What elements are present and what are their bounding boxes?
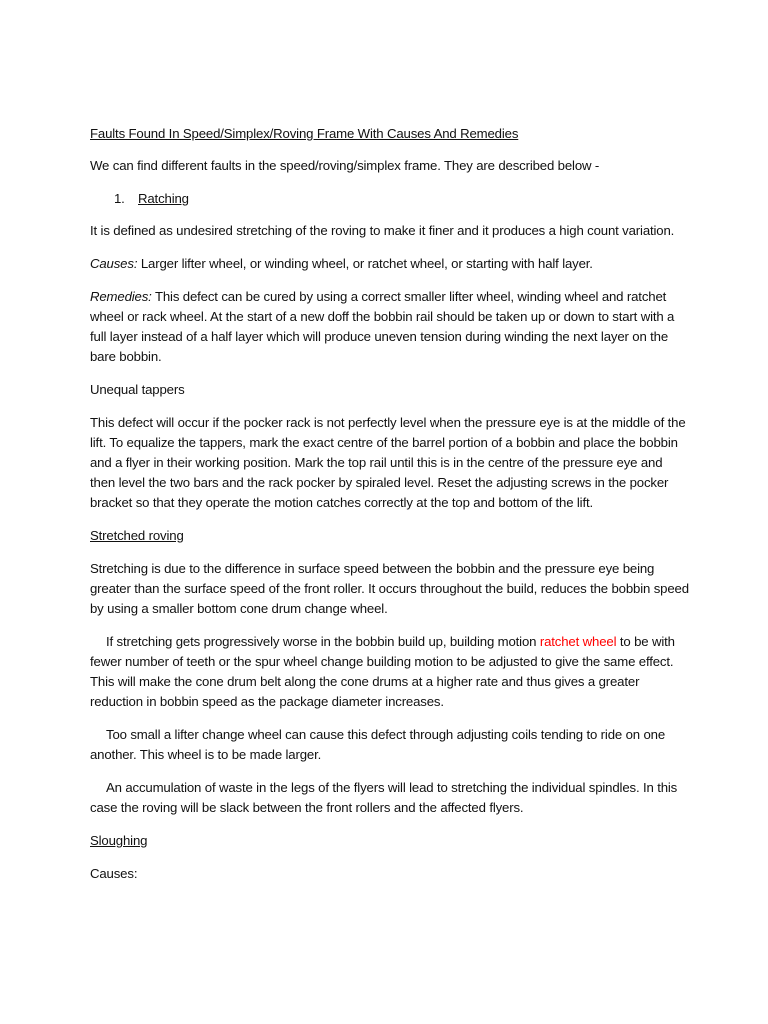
ratching-causes — [90, 254, 690, 274]
p2-after: to be with fewer number of teeth or the spur wheel change building motion to be adjusted to give the same effect. This will make the cone drum belt along the cone drums at a higher rate and thus gives a greater reduction in bobbin speed as the package diameter increases. — [90, 633, 675, 710]
list-number: 1. — [114, 190, 125, 206]
document-page — [90, 124, 690, 896]
remedies-label: Remedies: — [90, 288, 152, 304]
unequal-tappers-heading: Unequal tappers — [90, 381, 185, 397]
stretched-roving-heading: Stretched roving — [90, 528, 184, 544]
document-title: Faults Found In Speed/Simplex/Roving Frame With Causes And Remedies — [90, 126, 519, 141]
ratching-definition: It is defined as undesired stretching of the roving to make it finer and it produces a high count variation. — [90, 223, 675, 239]
stretched-roving-p3: Too small a lifter change wheel can cause this defect through adjusting coils tending to ride on one another. This wheel is to be made larger. — [90, 727, 666, 763]
remedies-text: This defect can be cured by using a correct smaller lifter wheel, winding wheel and ratchet wheel or rack wheel. At the start of a new doff the bobbin rail should be taken up or down to start with a full layer instead of a half layer which will produce uneven tension during winding the next layer on the bare bobbin. — [90, 288, 675, 365]
stretched-roving-p4: An accumulation of waste in the legs of the flyers will lead to stretching the individual spindles. In this case the roving will be slack between the front rollers and the affected flyers. — [90, 780, 678, 816]
ratchet-wheel-link[interactable]: ratchet wheel — [539, 633, 617, 649]
stretched-roving-p1: Stretching is due to the difference in surface speed between the bobbin and the pressure eye being greater than the surface speed of the front roller. It occurs throughout the build, reduces the bobbin speed by using a smaller bottom cone drum change wheel. — [90, 560, 689, 617]
intro-paragraph: We can find different faults in the speed/roving/simplex frame. They are described below - — [90, 158, 600, 174]
sloughing-causes: Causes: — [90, 865, 138, 881]
list-item-ratching — [90, 189, 690, 209]
ratching-remedies — [90, 287, 690, 368]
stretched-roving-p2 — [90, 632, 690, 713]
unequal-tappers-text: This defect will occur if the pocker rack is not perfectly level when the pressure eye is at the middle of the lift. To equalize the tappers, mark the exact centre of the barrel portion of a bobbin and place the bobbin and a flyer in their working position. Mark the top rail until this is in the centre of the pressure eye and then level the two bars and the rack pocker by spiraled level. Reset the adjusting screws in the pocker bracket so that they operate the motion catches correctly at the top and bottom of the lift. — [90, 414, 686, 511]
causes-text: Larger lifter wheel, or winding wheel, or ratchet wheel, or starting with half layer. — [137, 255, 593, 271]
causes-label: Causes: — [90, 255, 138, 271]
p2-before: If stretching gets progressively worse in the bobbin build up, building motion — [106, 633, 540, 649]
list-label: Ratching — [138, 190, 189, 206]
sloughing-heading: Sloughing — [90, 832, 148, 848]
